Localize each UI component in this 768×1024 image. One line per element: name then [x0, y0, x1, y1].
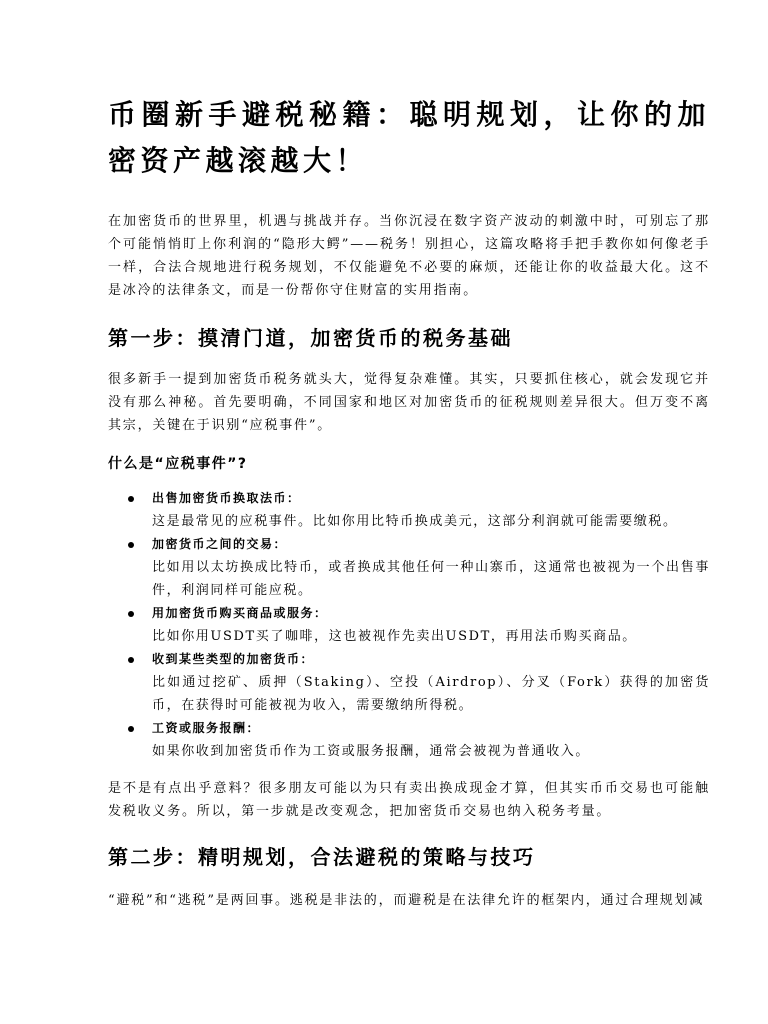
- list-item: [108, 487, 710, 533]
- list-item-title: 用加密货币购买商品或服务：: [152, 606, 328, 620]
- section1-closing-paragraph: 是不是有点出乎意料？很多朋友可能以为只有卖出换成现金才算，但其实币币交易也可能触发税收义务。所以，第一步就是改变观念，把加密货币交易也纳入税务考量。: [108, 781, 710, 819]
- bullet-icon: [128, 496, 134, 502]
- section1-paragraph: 很多新手一提到加密货币税务就头大，觉得复杂难懂。其实，只要抓住核心，就会发现它并没有那么神秘。首先要明确，不同国家和地区对加密货币的征税规则差异很大。但万变不离其宗，关键在于识别“应税事件”。: [108, 372, 710, 433]
- list-item-desc: 比如你用USDT买了咖啡，这也被视作先卖出USDT，再用法币购买商品。: [152, 629, 637, 644]
- article: [108, 92, 710, 912]
- list-item-title: 出售加密货币换取法币：: [152, 491, 301, 505]
- intro-paragraph: 在加密货币的世界里，机遇与挑战并存。当你沉浸在数字资产波动的刺激中时，可别忘了那个可能悄悄盯上你利润的“隐形大鳄”——税务！别担心，这篇攻略将手把手教你如何像老手一样，合法合规地进行税务规划，不仅能避免不必要的麻烦，还能让你的收益最大化。这不是冰冷的法律条文，而是一份帮你守住财富的实用指南。: [108, 214, 710, 298]
- section2-paragraph: “避税”和“逃税”是两回事。逃税是非法的，而避税是在法律允许的框架内，通过合理规划减: [108, 893, 705, 908]
- list-item: [108, 602, 710, 648]
- bullet-icon: [128, 726, 134, 732]
- list-item-desc: 比如通过挖矿、质押（Staking）、空投（Airdrop）、分叉（Fork）获得的加密货币，在获得时可能被视为收入，需要缴纳所得税。: [152, 675, 710, 713]
- taxable-event-subheading: 什么是“应税事件”?: [108, 456, 248, 472]
- taxable-event-list: [108, 487, 710, 763]
- list-item-title: 加密货币之间的交易：: [152, 537, 288, 551]
- list-item-title: 工资或服务报酬：: [152, 721, 261, 735]
- list-item-desc: 这是最常见的应税事件。比如你用比特币换成美元，这部分利润就可能需要缴税。: [152, 514, 678, 529]
- list-item-title: 收到某些类型的加密货币：: [152, 652, 315, 666]
- bullet-icon: [128, 611, 134, 617]
- list-item-desc: 比如用以太坊换成比特币，或者换成其他任何一种山寨币，这通常也被视为一个出售事件，利润同样可能应税。: [152, 560, 710, 598]
- article-title: 币圈新手避税秘籍：聪明规划，让你的加密资产越滚越大！: [108, 98, 710, 177]
- section1-heading: 第一步：摸清门道，加密货币的税务基础: [108, 326, 513, 350]
- bullet-icon: [128, 542, 134, 548]
- bullet-icon: [128, 657, 134, 663]
- list-item: [108, 533, 710, 602]
- section2-heading: 第二步：精明规划，合法避税的策略与技巧: [108, 845, 536, 869]
- list-item-desc: 如果你收到加密货币作为工资或服务报酬，通常会被视为普通收入。: [152, 744, 591, 759]
- list-item: [108, 717, 710, 763]
- list-item: [108, 648, 710, 717]
